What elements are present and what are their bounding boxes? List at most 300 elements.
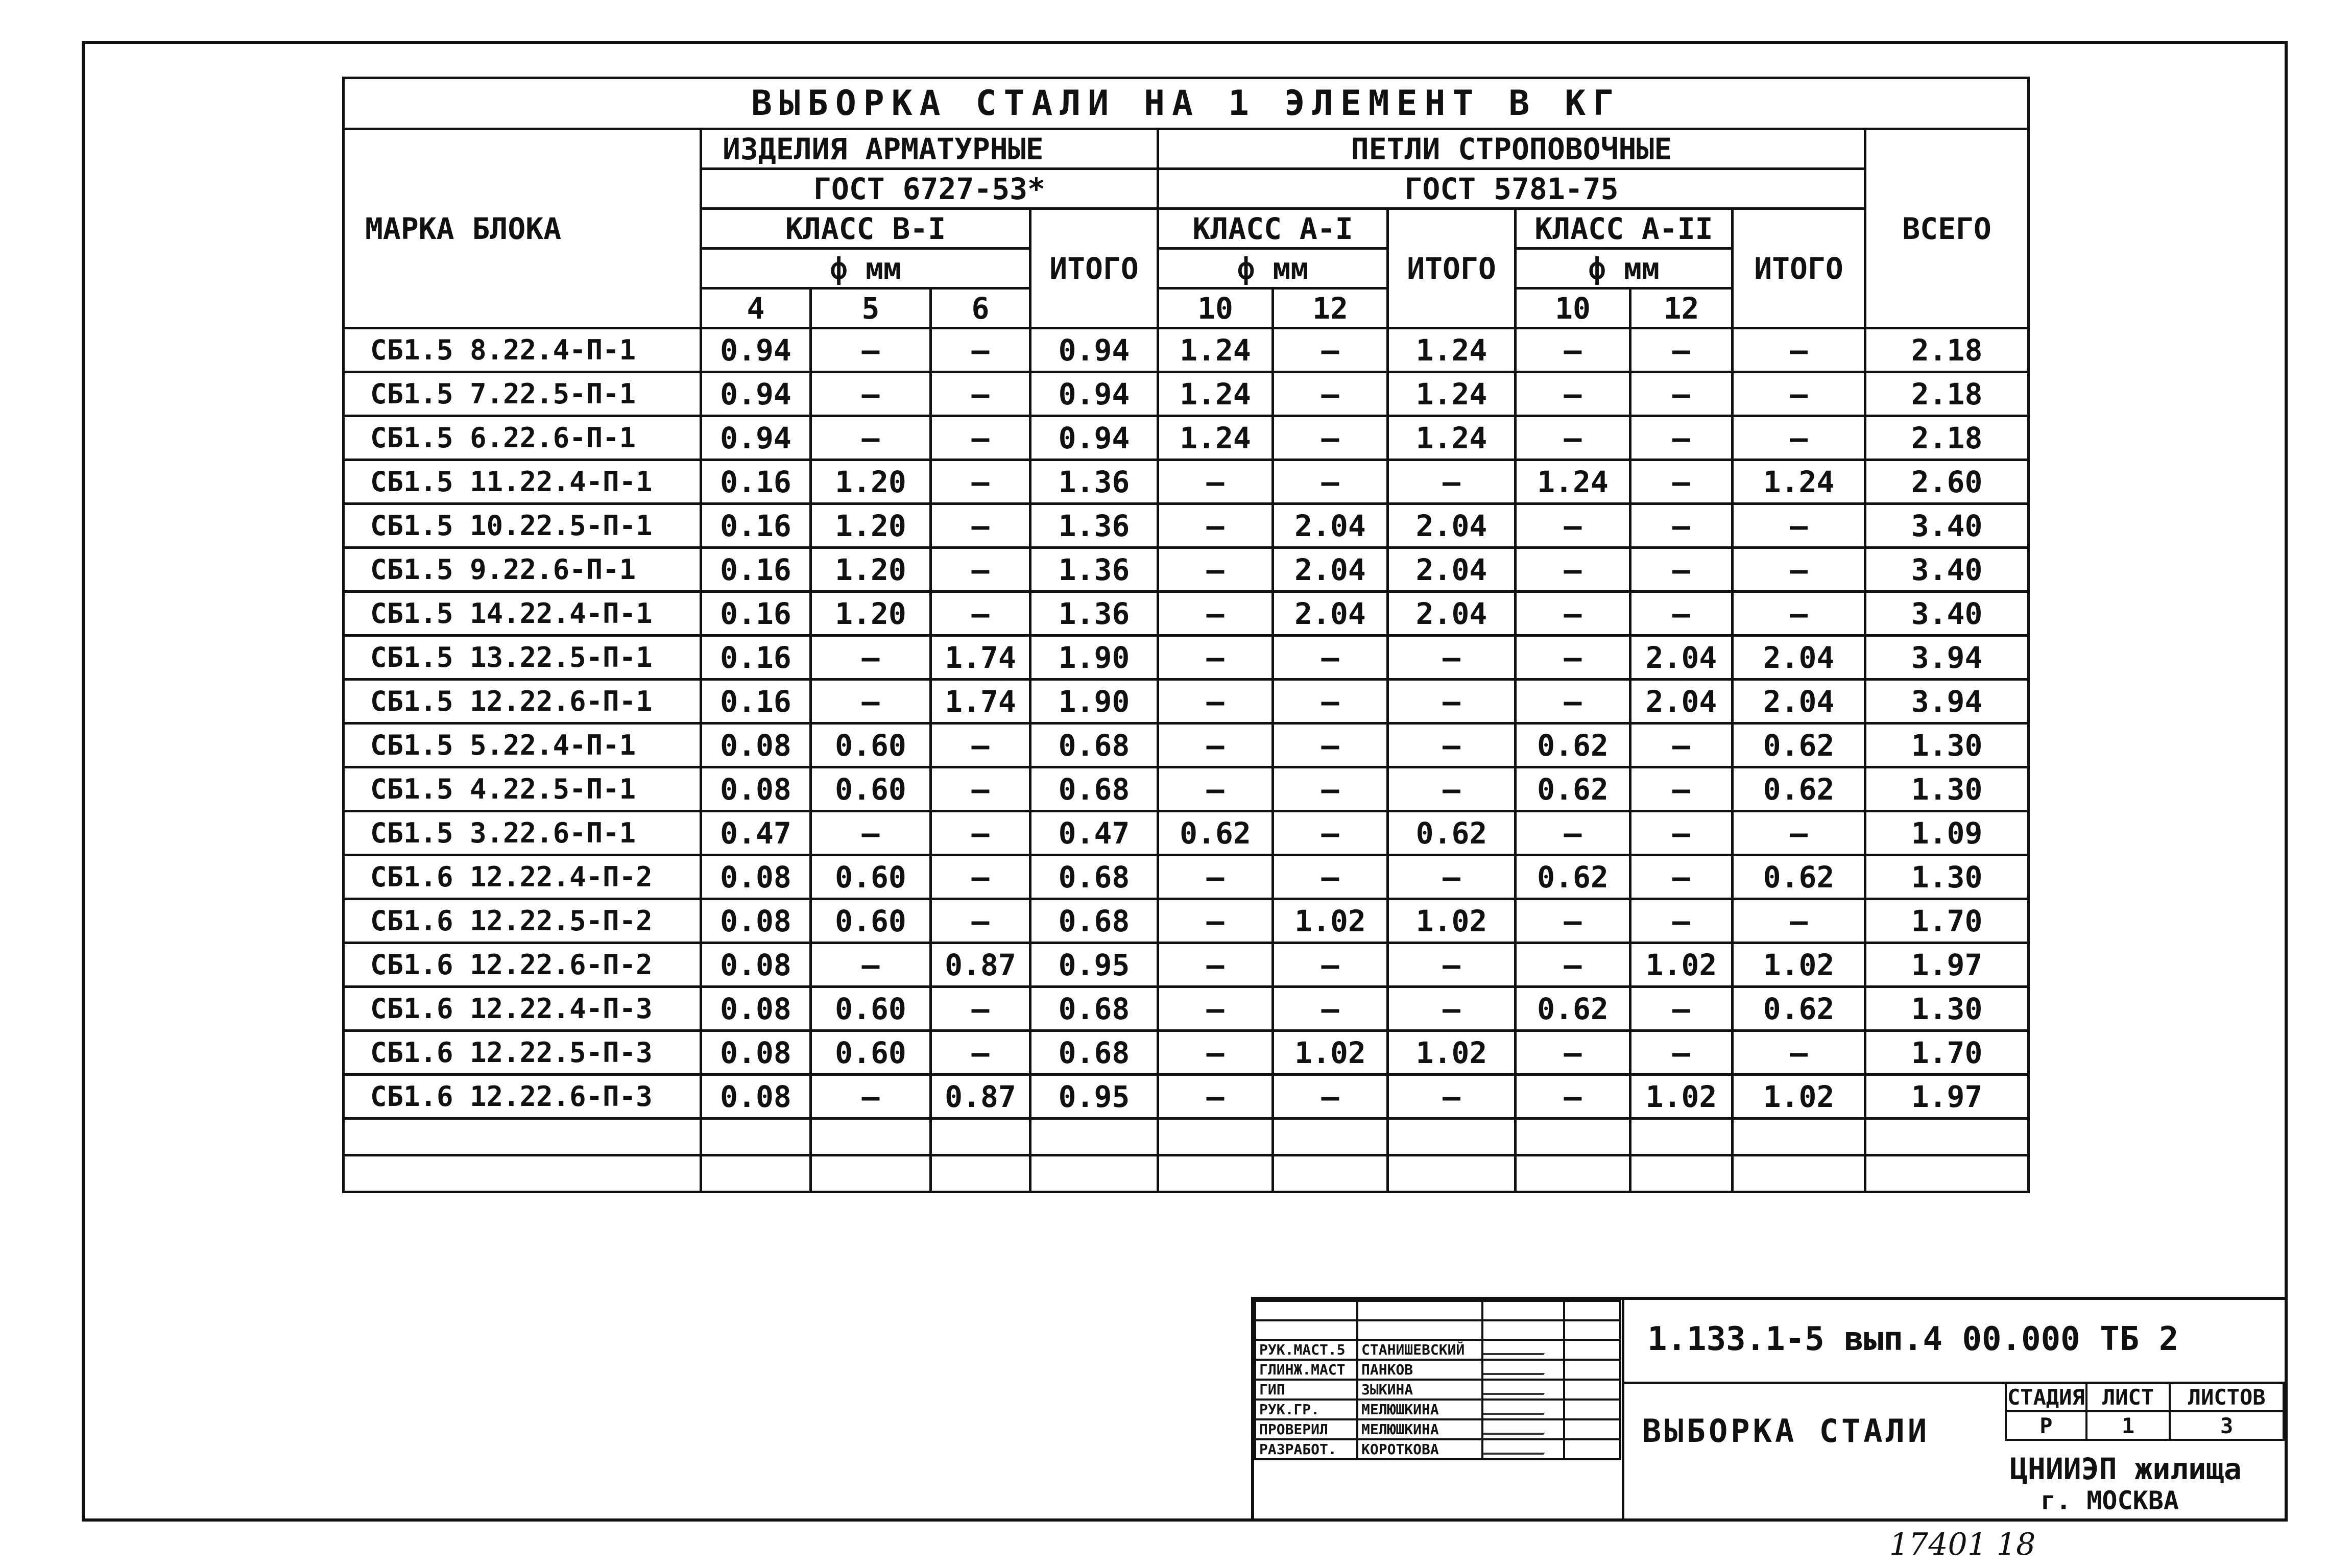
row-value: — [811,680,931,723]
signature-scribble [1482,1381,1552,1395]
row-value: 2.18 [1865,416,2029,460]
row-value: — [1388,855,1516,899]
row-value: — [1630,855,1733,899]
row-value: — [1516,416,1630,460]
row-value: — [1516,548,1630,592]
document-code: 1.133.1-5 вып.4 00.000 ТБ 2 [1647,1320,2179,1358]
row-value: 3.40 [1865,592,2029,636]
empty-cell [811,1119,931,1155]
header-class-b1: КЛАСС В-I [701,209,1030,249]
row-mark: СБ1.5 9.22.6-П-1 [344,548,701,592]
row-value: 0.08 [701,943,811,987]
row-value: 0.08 [701,1031,811,1075]
row-value: — [931,723,1030,767]
row-value: — [1388,987,1516,1031]
signature-date [1564,1419,1620,1439]
header-vsego: ВСЕГО [1865,129,2029,328]
row-value: — [1273,723,1388,767]
signature-role: РУК.МАСТ.5 [1255,1340,1357,1360]
table-row [344,416,2029,460]
row-mark: СБ1.6 12.22.4-П-2 [344,855,701,899]
stage-label: СТАДИЯ [2006,1383,2086,1411]
header-diam-a2: ф мм [1516,249,1733,288]
row-value: 0.60 [811,1031,931,1075]
row-mark: СБ1.5 12.22.6-П-1 [344,680,701,723]
row-value: 0.94 [1030,328,1158,372]
row-value: 0.08 [701,899,811,943]
row-value: 0.08 [701,767,811,811]
row-value: — [811,328,931,372]
row-value: — [1158,899,1273,943]
empty-cell [344,1155,701,1192]
row-value: — [1273,987,1388,1031]
signature-row [1255,1360,1620,1380]
title-block [1251,1297,2288,1522]
header-d-a1-10: 10 [1158,288,1273,328]
empty-row [344,1155,2029,1192]
signature-signature [1482,1419,1564,1439]
row-value: 0.16 [701,548,811,592]
row-value: — [1733,548,1865,592]
header-diam-b1: ф мм [701,249,1030,288]
signature-role: РАЗРАБОТ. [1255,1439,1357,1459]
header-d-b1-5: 5 [811,288,931,328]
row-value: — [931,899,1030,943]
row-value: — [1516,328,1630,372]
organization-city: г. МОСКВА [2041,1486,2179,1515]
organization [2010,1453,2242,1516]
row-value: — [1733,592,1865,636]
row-value: — [1273,416,1388,460]
row-value: 0.60 [811,723,931,767]
signature-role: ПРОВЕРИЛ [1255,1419,1357,1439]
row-value: — [931,328,1030,372]
row-mark: СБ1.5 14.22.4-П-1 [344,592,701,636]
row-value: 0.68 [1030,899,1158,943]
row-value: 1.90 [1030,680,1158,723]
signature-name: ЗЫКИНА [1357,1380,1482,1400]
sheets-value: 3 [2170,1411,2284,1440]
row-mark: СБ1.6 12.22.6-П-3 [344,1075,701,1119]
sheet-value: 1 [2086,1411,2170,1440]
row-value: — [1516,592,1630,636]
row-value: — [1630,460,1733,504]
row-value: — [1516,899,1630,943]
row-mark: СБ1.5 8.22.4-П-1 [344,328,701,372]
row-value: 2.04 [1388,548,1516,592]
row-mark: СБ1.5 13.22.5-П-1 [344,636,701,680]
table-row [344,899,2029,943]
row-value: 0.60 [811,767,931,811]
row-value: 3.94 [1865,636,2029,680]
header-itogo-b1: ИТОГО [1030,209,1158,328]
empty-cell [1630,1155,1733,1192]
row-value: — [1630,328,1733,372]
row-value: 1.24 [1388,372,1516,416]
empty-cell [1030,1155,1158,1192]
row-value: — [931,987,1030,1031]
row-value: — [1388,1075,1516,1119]
signature-date [1564,1360,1620,1380]
row-value: 1.02 [1273,899,1388,943]
header-d-b1-6: 6 [931,288,1030,328]
row-value: 1.20 [811,460,931,504]
row-value: 1.02 [1630,1075,1733,1119]
signature-name: МЕЛЮШКИНА [1357,1419,1482,1439]
row-value: 1.70 [1865,1031,2029,1075]
signature-row [1255,1439,1620,1459]
empty-cell [1516,1119,1630,1155]
empty-cell [1273,1119,1388,1155]
steel-table [342,77,2030,1193]
row-value: — [931,416,1030,460]
row-value: — [1388,680,1516,723]
row-value: — [1158,723,1273,767]
row-value: 0.68 [1030,987,1158,1031]
empty-cell [931,1119,1030,1155]
row-value: 0.16 [701,460,811,504]
row-mark: СБ1.5 6.22.6-П-1 [344,416,701,460]
row-value: 1.02 [1388,1031,1516,1075]
signature-date [1564,1439,1620,1459]
row-value: — [1158,504,1273,548]
row-value: — [811,811,931,855]
row-mark: СБ1.5 11.22.4-П-1 [344,460,701,504]
row-value: — [1733,372,1865,416]
row-value: — [1273,855,1388,899]
row-value: 0.94 [1030,416,1158,460]
row-value: 2.60 [1865,460,2029,504]
empty-cell [811,1155,931,1192]
empty-cell [344,1119,701,1155]
row-value: 0.62 [1733,855,1865,899]
row-value: 0.62 [1516,987,1630,1031]
row-value: 0.94 [701,416,811,460]
row-value: 1.24 [1158,328,1273,372]
row-value: — [1733,1031,1865,1075]
row-value: 0.08 [701,855,811,899]
table-row [344,548,2029,592]
row-value: 1.24 [1388,328,1516,372]
row-value: — [1388,943,1516,987]
signature-scribble [1482,1341,1552,1355]
row-value: 2.18 [1865,372,2029,416]
row-value: 2.18 [1865,328,2029,372]
row-value: 1.24 [1388,416,1516,460]
row-value: 1.90 [1030,636,1158,680]
row-value: 1.24 [1733,460,1865,504]
row-value: 1.20 [811,504,931,548]
row-value: — [1630,723,1733,767]
signature-row [1255,1400,1620,1419]
row-value: 2.04 [1630,636,1733,680]
row-value: — [1733,328,1865,372]
header-d-a1-12: 12 [1273,288,1388,328]
table-row [344,372,2029,416]
header-itogo-a2: ИТОГО [1733,209,1865,328]
row-value: — [1158,767,1273,811]
row-value: 0.87 [931,1075,1030,1119]
row-value: — [1388,767,1516,811]
row-value: — [811,372,931,416]
empty-cell [1158,1119,1273,1155]
signature-row [1255,1380,1620,1400]
row-value: 0.60 [811,855,931,899]
row-value: 1.02 [1273,1031,1388,1075]
header-d-a2-10: 10 [1516,288,1630,328]
row-value: — [1733,899,1865,943]
row-value: — [1273,1075,1388,1119]
row-value: — [1630,811,1733,855]
stage-value: Р [2006,1411,2086,1440]
row-value: — [931,855,1030,899]
row-value: — [1273,372,1388,416]
row-value: 1.02 [1733,1075,1865,1119]
row-value: 0.62 [1516,723,1630,767]
row-value: 2.04 [1388,592,1516,636]
stamp-divider [1622,1300,1624,1519]
row-value: — [1630,767,1733,811]
row-value: 1.36 [1030,504,1158,548]
signature-name: СТАНИШЕВСКИЙ [1357,1340,1482,1360]
header-gost-petli: ГОСТ 5781-75 [1158,169,1865,209]
row-value: 2.04 [1273,548,1388,592]
row-value: — [1516,504,1630,548]
signature-signature [1482,1380,1564,1400]
organization-name: ЦНИИЭП жилища [2010,1452,2242,1486]
signature-scribble [1482,1440,1552,1455]
header-izdeliya: ИЗДЕЛИЯ АРМАТУРНЫЕ [701,129,1158,169]
row-value: 0.94 [701,372,811,416]
table-row [344,592,2029,636]
signature-scribble [1482,1420,1552,1435]
row-value: 0.62 [1733,767,1865,811]
row-value: — [1630,548,1733,592]
row-value: — [1158,1075,1273,1119]
row-value: — [811,1075,931,1119]
row-value: 0.60 [811,987,931,1031]
signature-signature [1482,1340,1564,1360]
table-row [344,855,2029,899]
row-value: — [1630,504,1733,548]
row-mark: СБ1.6 12.22.4-П-3 [344,987,701,1031]
header-mark: МАРКА БЛОКА [344,129,701,328]
sheets-label: ЛИСТОВ [2170,1383,2284,1411]
row-value: — [1630,592,1733,636]
row-value: — [931,1031,1030,1075]
empty-cell [1733,1119,1865,1155]
header-class-a1: КЛАСС А-I [1158,209,1388,249]
row-mark: СБ1.6 12.22.5-П-2 [344,899,701,943]
row-value: 3.94 [1865,680,2029,723]
row-value: — [1273,636,1388,680]
header-diam-a1: ф мм [1158,249,1388,288]
row-value: — [1630,372,1733,416]
row-value: — [1158,680,1273,723]
table-row [344,328,2029,372]
document-title: ВЫБОРКА СТАЛИ [1642,1412,1930,1450]
signature-date [1564,1400,1620,1419]
row-value: — [811,636,931,680]
row-value: 1.30 [1865,987,2029,1031]
signature-name: ПАНКОВ [1357,1360,1482,1380]
table-row [344,811,2029,855]
table-row [344,680,2029,723]
signature-signature [1482,1360,1564,1380]
signature-role: ГИП [1255,1380,1357,1400]
archive-number: 17401 18 [1889,1527,2036,1562]
empty-cell [1865,1155,2029,1192]
signature-name: КОРОТКОВА [1357,1439,1482,1459]
row-value: 0.08 [701,1075,811,1119]
row-value: 0.68 [1030,1031,1158,1075]
table-row [344,767,2029,811]
table-row [344,723,2029,767]
row-mark: СБ1.5 3.22.6-П-1 [344,811,701,855]
row-value: 1.36 [1030,592,1158,636]
table-row [344,943,2029,987]
table-row [344,504,2029,548]
row-value: 0.60 [811,899,931,943]
signature-table [1254,1300,1621,1460]
row-mark: СБ1.5 7.22.5-П-1 [344,372,701,416]
empty-cell [931,1155,1030,1192]
row-value: — [1273,767,1388,811]
empty-cell [701,1119,811,1155]
signature-role: ГЛИНЖ.МАСТ [1255,1360,1357,1380]
row-value: — [1630,416,1733,460]
row-value: 1.97 [1865,943,2029,987]
row-value: 1.20 [811,592,931,636]
row-value: 1.36 [1030,460,1158,504]
row-value: 1.20 [811,548,931,592]
row-value: — [1273,328,1388,372]
row-value: — [931,372,1030,416]
row-value: 2.04 [1630,680,1733,723]
row-value: 0.62 [1388,811,1516,855]
row-value: — [1158,636,1273,680]
header-class-a2: КЛАСС А-II [1516,209,1733,249]
row-value: — [1516,943,1630,987]
row-value: 0.16 [701,636,811,680]
row-mark: СБ1.6 12.22.5-П-3 [344,1031,701,1075]
table-title: ВЫБОРКА СТАЛИ НА 1 ЭЛЕМЕНТ В КГ [344,78,2029,129]
row-value: 1.30 [1865,723,2029,767]
row-value: — [931,460,1030,504]
header-gost-izdeliya: ГОСТ 6727-53* [701,169,1158,209]
row-value: 3.40 [1865,504,2029,548]
row-value: — [1630,899,1733,943]
table-row [344,1031,2029,1075]
row-value: 0.87 [931,943,1030,987]
signature-date [1564,1380,1620,1400]
row-value: — [1158,548,1273,592]
row-value: 0.94 [701,328,811,372]
row-value: — [1630,1031,1733,1075]
row-value: 0.68 [1030,855,1158,899]
row-value: 0.47 [1030,811,1158,855]
row-value: 1.09 [1865,811,2029,855]
row-mark: СБ1.6 12.22.6-П-2 [344,943,701,987]
row-value: — [1516,811,1630,855]
row-value: — [931,811,1030,855]
signature-row [1255,1419,1620,1439]
empty-cell [1030,1119,1158,1155]
row-value: — [1273,943,1388,987]
table-row [344,987,2029,1031]
row-value: — [811,416,931,460]
signature-name: МЕЛЮШКИНА [1357,1400,1482,1419]
header-petli: ПЕТЛИ СТРОПОВОЧНЫЕ [1158,129,1865,169]
signature-signature [1482,1400,1564,1419]
empty-cell [1516,1155,1630,1192]
row-value: 0.68 [1030,767,1158,811]
row-value: 2.04 [1273,504,1388,548]
row-value: — [1733,416,1865,460]
empty-cell [1388,1155,1516,1192]
row-value: 3.40 [1865,548,2029,592]
row-value: 0.16 [701,504,811,548]
row-value: 1.97 [1865,1075,2029,1119]
row-value: 0.95 [1030,943,1158,987]
row-value: 0.47 [701,811,811,855]
row-value: — [1516,636,1630,680]
empty-cell [1733,1155,1865,1192]
row-value: — [1273,460,1388,504]
header-d-b1-4: 4 [701,288,811,328]
row-value: 1.02 [1388,899,1516,943]
header-itogo-a1: ИТОГО [1388,209,1516,328]
row-value: 2.04 [1733,636,1865,680]
row-value: — [1733,504,1865,548]
row-value: 1.24 [1158,372,1273,416]
signature-role: РУК.ГР. [1255,1400,1357,1419]
row-mark: СБ1.5 5.22.4-П-1 [344,723,701,767]
row-value: — [1388,460,1516,504]
row-value: — [1158,1031,1273,1075]
row-value: 0.62 [1733,987,1865,1031]
row-value: 0.62 [1733,723,1865,767]
row-value: 0.94 [1030,372,1158,416]
table-row [344,460,2029,504]
row-value: — [1516,372,1630,416]
row-value: 0.62 [1516,767,1630,811]
row-value: 1.30 [1865,855,2029,899]
row-value: 0.16 [701,680,811,723]
row-value: 0.95 [1030,1075,1158,1119]
empty-cell [1865,1119,2029,1155]
row-value: — [1516,1031,1630,1075]
signature-date [1564,1340,1620,1360]
row-value: 1.30 [1865,767,2029,811]
row-value: — [931,548,1030,592]
row-value: — [1516,680,1630,723]
row-value: 0.08 [701,987,811,1031]
row-value: — [1733,811,1865,855]
sheet-table [2005,1382,2285,1441]
row-value: 0.62 [1516,855,1630,899]
empty-row [344,1119,2029,1155]
row-value: — [931,504,1030,548]
row-value: — [1516,1075,1630,1119]
row-value: — [1158,943,1273,987]
row-value: — [1158,592,1273,636]
row-value: 2.04 [1273,592,1388,636]
row-value: — [1273,811,1388,855]
row-value: 1.24 [1158,416,1273,460]
row-value: 1.74 [931,680,1030,723]
signature-signature [1482,1439,1564,1459]
